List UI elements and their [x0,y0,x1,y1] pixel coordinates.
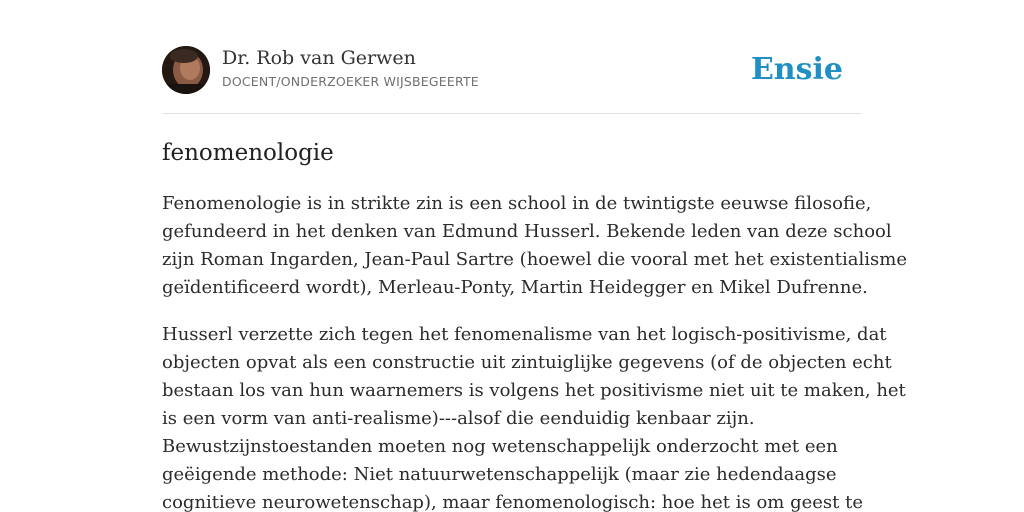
paragraph-line: bestaan los van hun waarnemers is volgens het positivisme niet uit te maken, het [162,380,906,401]
author-photo-icon [162,46,210,94]
article-paragraph-1 [162,190,907,302]
paragraph-line: Fenomenologie is in strikte zin is een school in de twintigste eeuwse filosofie, [162,193,872,214]
author-header [162,46,862,96]
paragraph-line: cognitieve neurowetenschap), maar fenomenologisch: hoe het is om geest te [162,492,863,512]
article-paragraph-2 [162,321,906,512]
author-role: DOCENT/ONDERZOEKER WIJSBEGEERTE [222,74,479,89]
page-title: fenomenologie [162,140,334,166]
article-page [162,0,907,512]
paragraph-line: Husserl verzette zich tegen het fenomenalisme van het logisch-positivisme, dat [162,324,887,345]
paragraph-line: zijn Roman Ingarden, Jean-Paul Sartre (hoewel die vooral met het existentialisme [162,249,907,270]
paragraph-line: Bewustzijnstoestanden moeten nog wetenschappelijk onderzocht met een [162,436,838,457]
header-divider [162,113,862,114]
paragraph-line: geïdentificeerd wordt), Merleau-Ponty, Martin Heidegger en Mikel Dufrenne. [162,277,868,298]
author-name[interactable]: Dr. Rob van Gerwen [222,47,416,69]
paragraph-line: geëigende methode: Niet natuurwetenschappelijk (maar zie hedendaagse [162,464,837,485]
avatar[interactable] [162,46,210,94]
paragraph-line: objecten opvat als een constructie uit zintuiglijke gegevens (of de objecten echt [162,352,892,373]
paragraph-line: gefundeerd in het denken van Edmund Husserl. Bekende leden van deze school [162,221,892,242]
paragraph-line: is een vorm van anti-realisme)---alsof die eenduidig kenbaar zijn. [162,408,755,429]
brand-logo[interactable]: Ensie [750,52,843,87]
